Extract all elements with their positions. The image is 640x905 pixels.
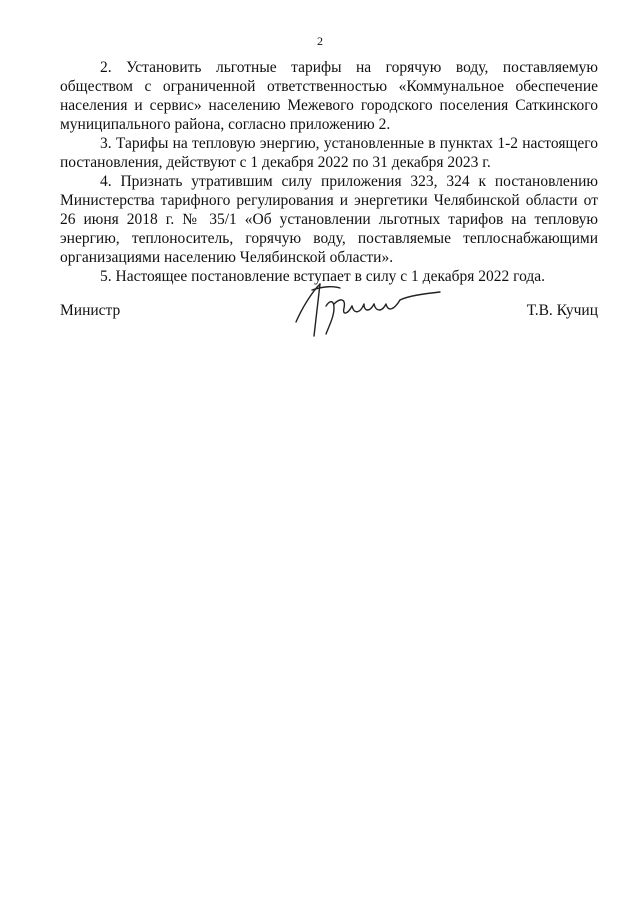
paragraph-item-5: 5. Настоящее постановление вступает в силу с 1 декабря 2022 года. — [100, 268, 546, 285]
signature-block — [60, 296, 598, 356]
signatory-name: Т.В. Кучиц — [526, 302, 598, 319]
handwritten-signature — [290, 278, 470, 348]
paragraph-item-2: 2. Установить льготные тарифы на горячую воду, поставляемую обществом с ограниченной ответственностью «Коммунальное обеспечение населения и сервис» населению Межевого городского поселения Саткинского муниципального района, согласно приложению 2. — [60, 59, 598, 133]
paragraph-item-3: 3. Тарифы на тепловую энергию, установленные в пунктах 1-2 настоящего постановления, действуют с 1 декабря 2022 по 31 декабря 2023 г. — [60, 135, 598, 171]
signatory-title: Министр — [60, 302, 121, 319]
paragraph-item-4: 4. Признать утратившим силу приложения 323, 324 к постановлению Министерства тарифного регулирования и энергетики Челябинской области от 26 июня 2018 г. № 35/1 «Об установлении льготных тарифов на тепловую энергию, теплоноситель, горячую воду, поставляемые теплоснабжающими организациями населению Челябинской области». — [60, 173, 598, 266]
page-number: 2 — [317, 34, 323, 48]
document-body — [60, 58, 598, 286]
